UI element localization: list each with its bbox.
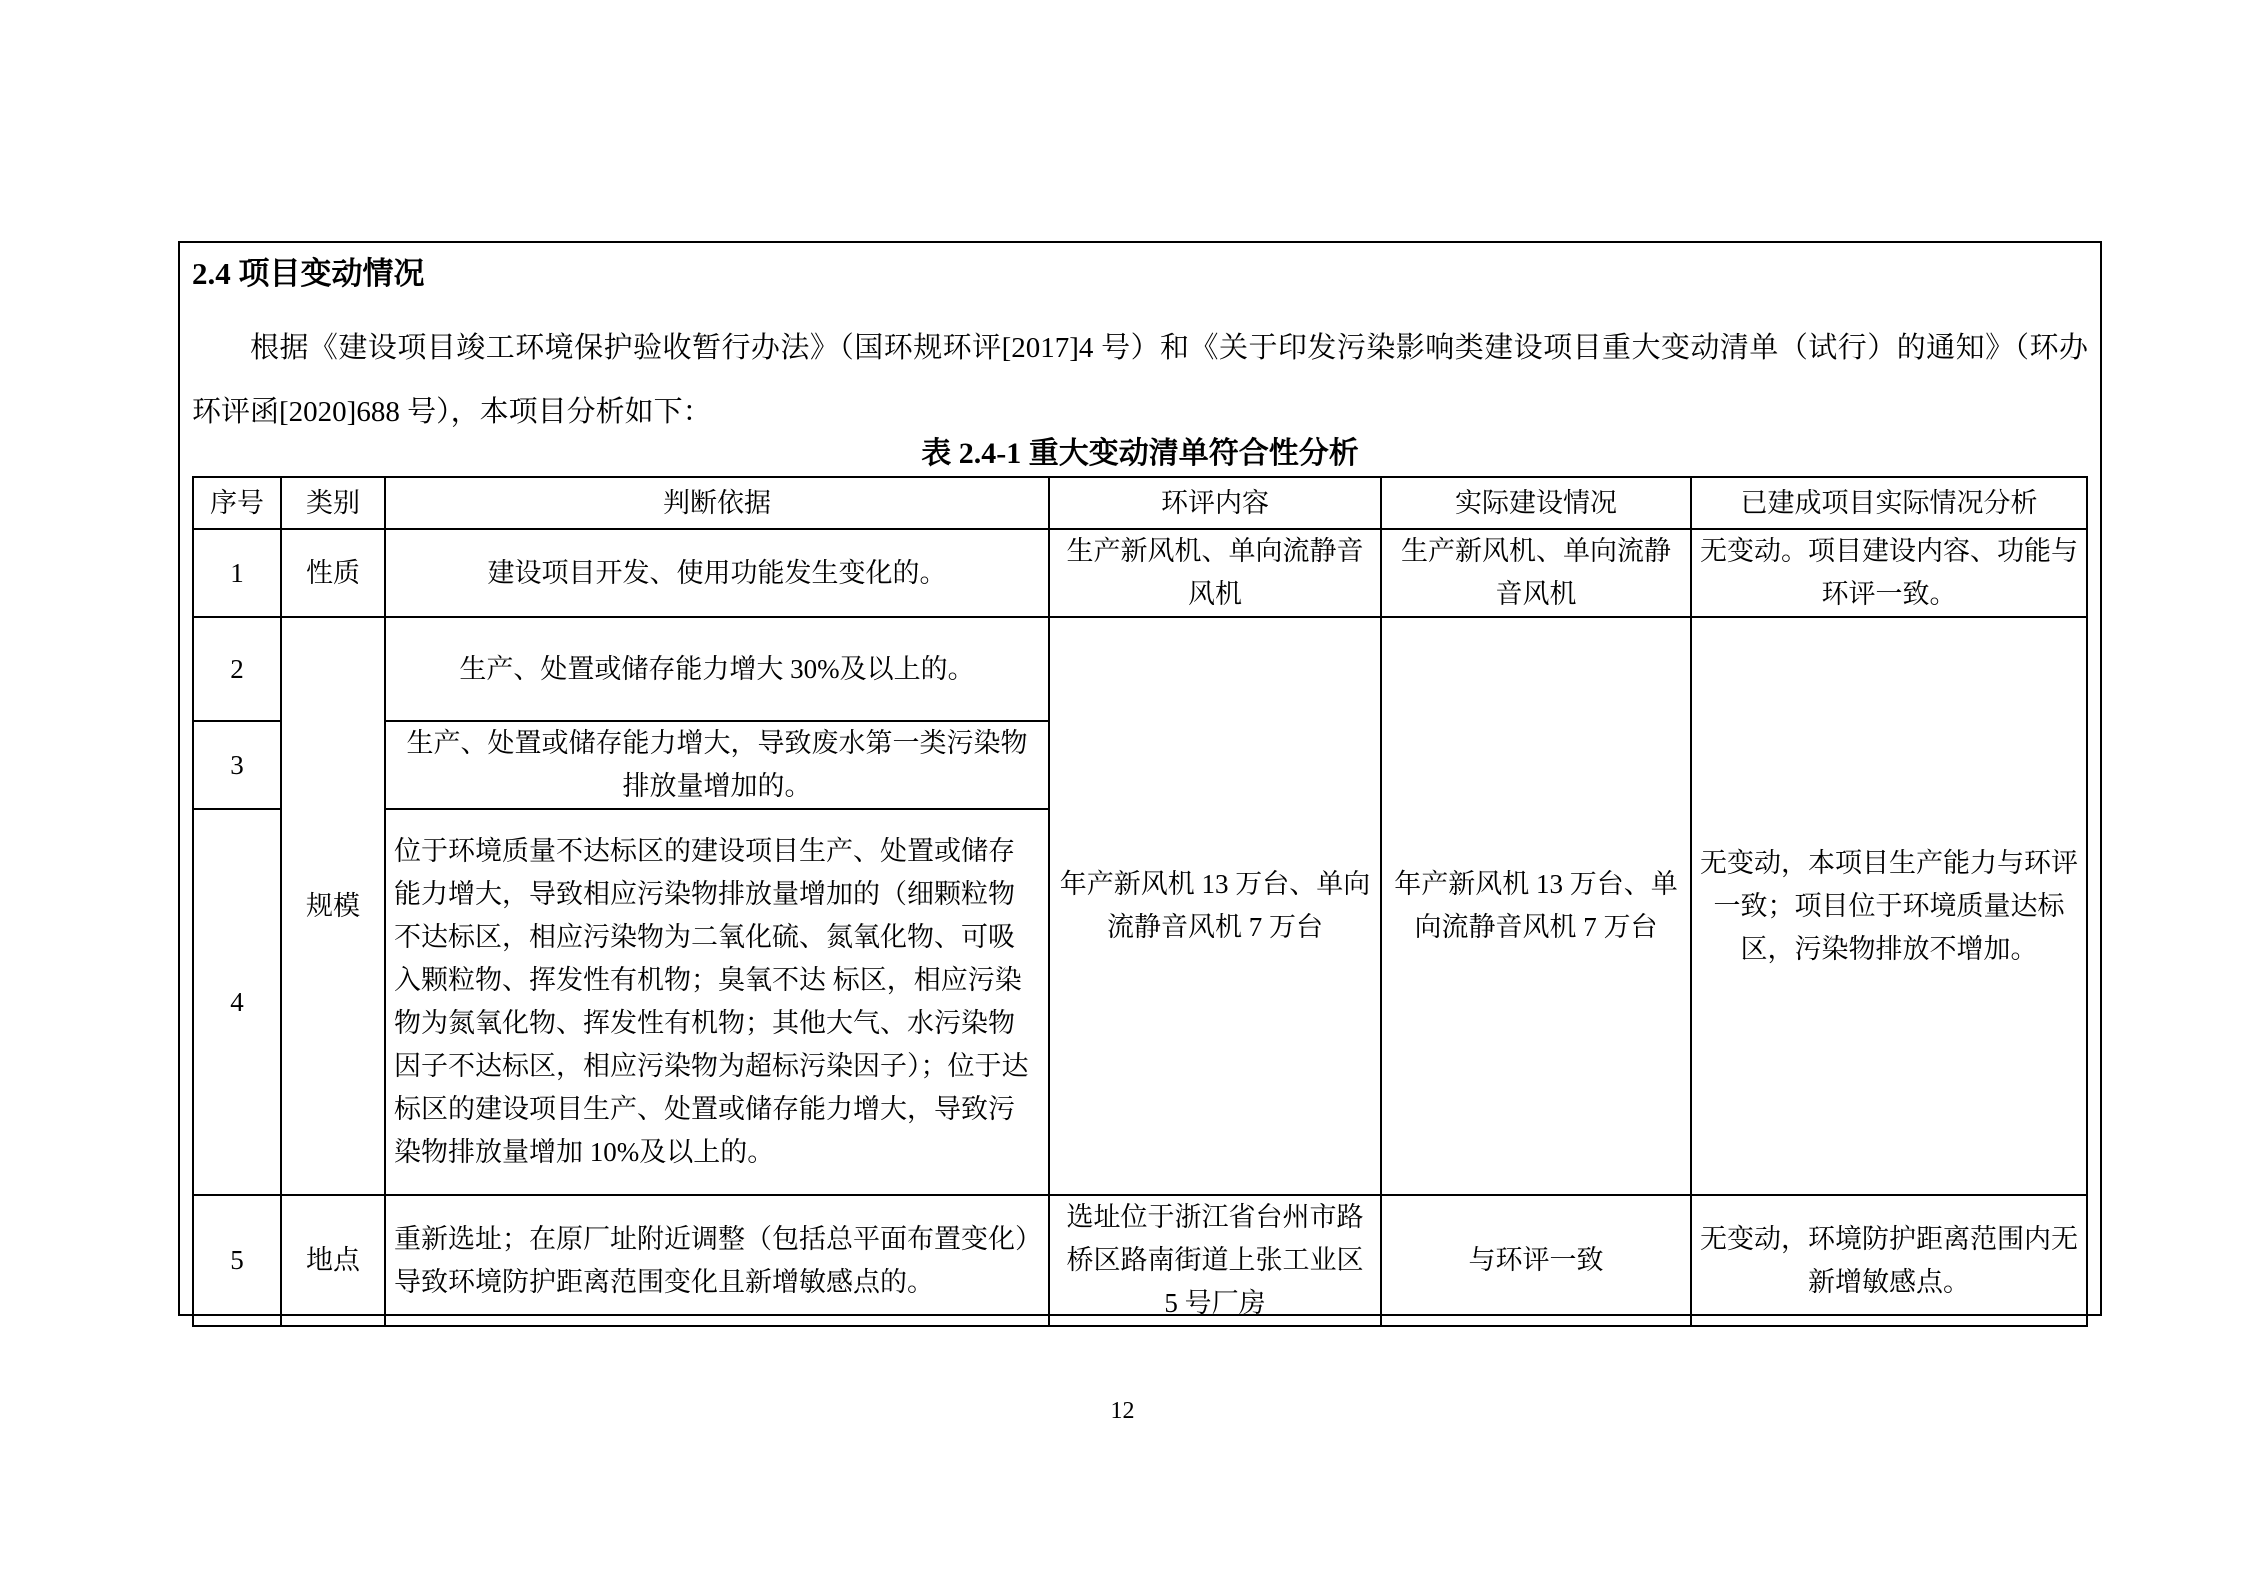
- table-row: [193, 1195, 2087, 1326]
- row-analysis: 无变动，环境防护距离范围内无新增敏感点。: [1691, 1195, 2087, 1326]
- row-actual-construction: 与环评一致: [1381, 1195, 1691, 1326]
- row-basis: 生产、处置或储存能力增大 30%及以上的。: [385, 617, 1049, 721]
- row-number: 4: [193, 809, 281, 1195]
- row-eia-content: 选址位于浙江省台州市路桥区路南街道上张工业区 5 号厂房: [1049, 1195, 1381, 1326]
- row-number: 5: [193, 1195, 281, 1326]
- row-eia-content: 生产新风机、单向流静音风机: [1049, 529, 1381, 617]
- table-caption: 表 2.4-1 重大变动清单符合性分析: [921, 437, 1359, 470]
- row-basis: 重新选址；在原厂址附近调整（包括总平面布置变化）导致环境防护距离范围变化且新增敏感点的。: [385, 1195, 1049, 1326]
- table-row: [193, 617, 2087, 721]
- row-basis: 建设项目开发、使用功能发生变化的。: [385, 529, 1049, 617]
- header-cell: 实际建设情况: [1381, 477, 1691, 529]
- row-category: 性质: [281, 529, 385, 617]
- row-number: 2: [193, 617, 281, 721]
- row-basis: 位于环境质量不达标区的建设项目生产、处置或储存能力增大，导致相应污染物排放量增加的（细颗粒物不达标区，相应污染物为二氧化硫、氮氧化物、可吸入颗粒物、挥发性有机物；臭氧不达 标区，相应污染物为氮氧化物、挥发性有机物；其他大气、水污染物因子不达标区，相应污染物为超标污染因子）；位于达标区的建设项目生产、处置或储存能力增大，导致污染物排放量增加 10%及以上的。: [385, 809, 1049, 1195]
- row-basis: 生产、处置或储存能力增大，导致废水第一类污染物排放量增加的。: [385, 721, 1049, 809]
- intro-paragraph: 根据《建设项目竣工环境保护验收暂行办法》（国环规环评[2017]4 号）和《关于印发污染影响类建设项目重大变动清单（试行）的通知》（环办环评函[2020]688 号），本项目分析如下：: [192, 332, 2088, 428]
- page-number: 12: [1110, 1398, 1135, 1424]
- header-cell: 已建成项目实际情况分析: [1691, 477, 2087, 529]
- header-cell: 序号: [193, 477, 281, 529]
- row-analysis: 无变动。项目建设内容、功能与环评一致。: [1691, 529, 2087, 617]
- section-title: 2.4 项目变动情况: [192, 256, 425, 291]
- row-analysis: 无变动，本项目生产能力与环评一致；项目位于环境质量达标区，污染物排放不增加。: [1691, 617, 2087, 1195]
- header-cell: 类别: [281, 477, 385, 529]
- row-number: 1: [193, 529, 281, 617]
- change-analysis-table: [192, 476, 2088, 1327]
- row-number: 3: [193, 721, 281, 809]
- row-actual-construction: 年产新风机 13 万台、单向流静音风机 7 万台: [1381, 617, 1691, 1195]
- table-row: [193, 529, 2087, 617]
- row-actual-construction: 生产新风机、单向流静音风机: [1381, 529, 1691, 617]
- row-category: 地点: [281, 1195, 385, 1326]
- header-cell: 判断依据: [385, 477, 1049, 529]
- table-header-row: [193, 477, 2087, 529]
- row-category-scale: 规模: [281, 617, 385, 1195]
- header-cell: 环评内容: [1049, 477, 1381, 529]
- row-eia-content: 年产新风机 13 万台、单向流静音风机 7 万台: [1049, 617, 1381, 1195]
